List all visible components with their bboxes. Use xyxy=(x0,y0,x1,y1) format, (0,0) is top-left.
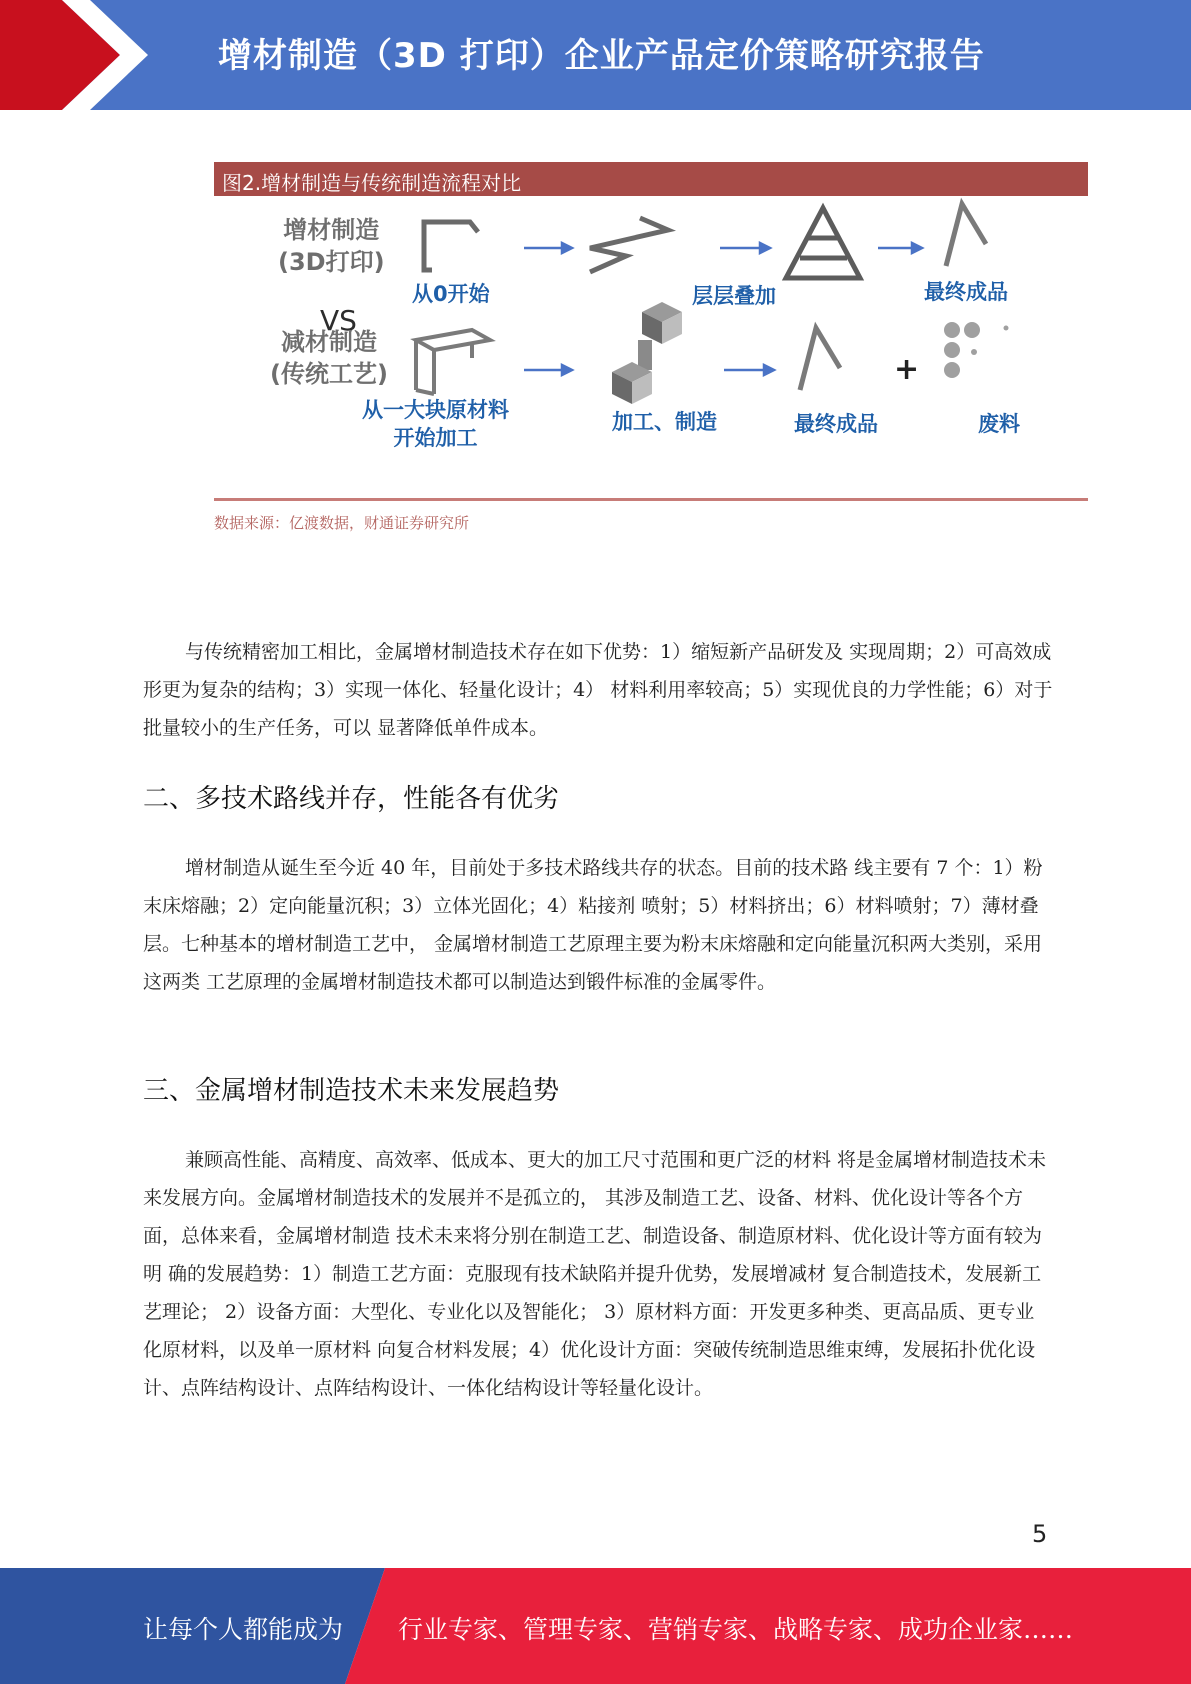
layers-zigzag-icon xyxy=(590,218,668,272)
section-heading-3: 三、金属增材制造技术未来发展趋势 xyxy=(143,1076,560,1106)
footer-slogan-right: 行业专家、管理专家、营销专家、战略专家、成功企业家…… xyxy=(398,1615,1074,1644)
step-final2-label: 最终成品 xyxy=(794,412,878,436)
arrow-icon xyxy=(524,365,572,375)
row2-label-line2: (传统工艺) xyxy=(270,360,388,388)
paragraph-advantages: 与传统精密加工相比，金属增材制造技术存在如下优势：1）缩短新产品研发及 实现周期；2）可高效成形更为复杂的结构；3）实现一体化、轻量化设计；4） 材料利用率较高；5）实现优良的力学性能；6）对于批量较小的生产任务，可以 显著降低单件成本。 xyxy=(143,641,1053,739)
final-product-icon xyxy=(800,328,840,390)
step-waste-label: 废料 xyxy=(978,412,1020,436)
plus-sign: + xyxy=(894,352,920,387)
raw-block-icon xyxy=(416,330,490,394)
page-footer xyxy=(0,1568,1191,1684)
figure-title: 图2.增材制造与传统制造流程对比 xyxy=(222,171,522,195)
row1-label-line1: 增材制造 xyxy=(283,216,380,244)
step-layers-label: 层层叠加 xyxy=(692,284,776,308)
start-shape-icon xyxy=(424,222,478,270)
page-header xyxy=(0,0,1191,110)
section-heading-2: 二、多技术路线并存，性能各有优劣 xyxy=(143,784,560,814)
arrow-icon xyxy=(524,243,572,253)
arrow-icon xyxy=(878,243,922,253)
step-raw-block-line2: 开始加工 xyxy=(393,426,478,450)
paragraph-future-trends: 兼顾高性能、高精度、高效率、低成本、更大的加工尺寸范围和更广泛的材料 将是金属增材制造技术未来发展方向。金属增材制造技术的发展并不是孤立的， 其涉及制造工艺、设备、材料、优化设计等各个方面，总体来看，金属增材制造 技术未来将分别在制造工艺、制造设备、制造原材料、优化设计等方面有较为明 确的发展趋势：1）制造工艺方面：克服现有技术缺陷并提升优势，发展增减材 复合制造技术，发展新工艺理论； 2）设备方面：大型化、专业化以及智能化； 3）原材料方面：开发更多种类、更高品质、更专业化原材料，以及单一原材料 向复合材料发展；4）优化设计方面：突破传统制造思维束缚，发展拓扑优化设 计、点阵结构设计、点阵结构设计、一体化结构设计等轻量化设计。 xyxy=(143,1149,1047,1399)
paragraph-tech-routes: 增材制造从诞生至今近 40 年，目前处于多技术路线共存的状态。目前的技术路 线主要有 7 个：1）粉末床熔融；2）定向能量沉积；3）立体光固化；4）粘接剂 喷射；5）材料挤出；6）材料喷射；7）薄材叠层。七种基本的增材制造工艺中， 金属增材制造工艺原理主要为粉末床熔融和定向能量沉积两大类别，采用这两类 工艺原理的金属增材制造技术都可以制造达到锻件标准的金属零件。 xyxy=(143,857,1043,993)
process-comparison-figure xyxy=(210,162,1090,542)
row1-label-line2: (3D打印) xyxy=(278,248,385,276)
vs-label: VS xyxy=(320,304,357,337)
row1-label xyxy=(278,214,385,278)
row2-label xyxy=(270,326,388,390)
pyramid-icon xyxy=(786,208,860,278)
figure-divider xyxy=(214,498,1088,501)
final-product-icon xyxy=(946,204,986,266)
document-title: 增材制造（3D 打印）企业产品定价策略研究报告 xyxy=(218,36,985,76)
waste-dots-icon xyxy=(944,322,1009,378)
step-final-label: 最终成品 xyxy=(924,280,1008,304)
figure-source: 数据来源：亿渡数据，财通证券研究所 xyxy=(214,514,470,532)
step-raw-block-label xyxy=(362,396,509,452)
step-start-label: 从0开始 xyxy=(412,282,490,306)
step-raw-block-line1: 从一大块原材料 xyxy=(362,398,509,422)
step-machining-label: 加工、制造 xyxy=(612,410,717,434)
arrow-icon xyxy=(720,243,770,253)
machining-cubes-icon xyxy=(612,302,682,404)
header-chevron-icon xyxy=(0,0,160,110)
arrow-icon xyxy=(724,365,774,375)
footer-slogan-left: 让每个人都能成为 xyxy=(143,1615,344,1644)
row2-label-line1: 减材制造 xyxy=(280,328,377,356)
page-number: 5 xyxy=(1032,1520,1048,1548)
